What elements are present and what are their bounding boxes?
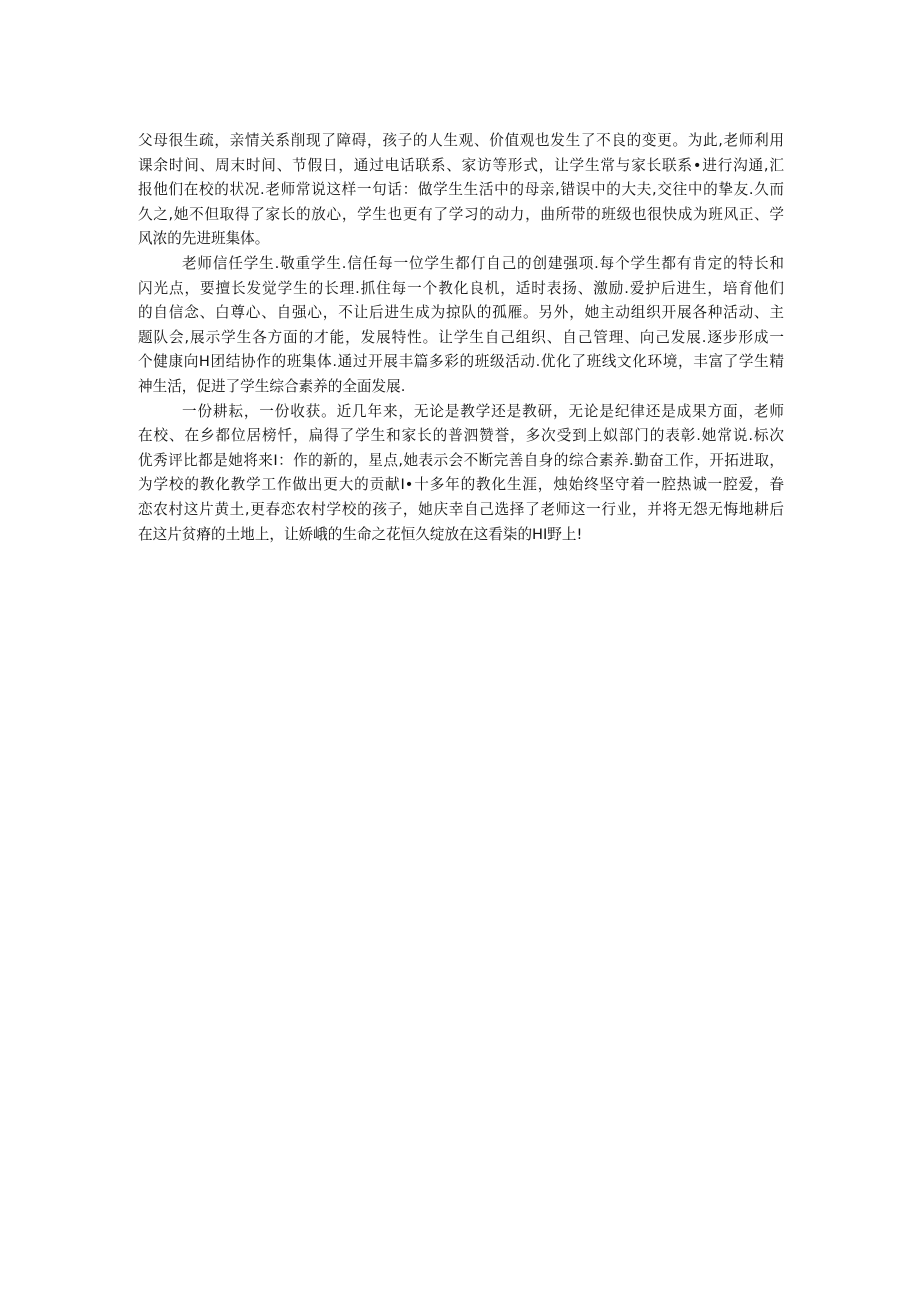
text-line: 在校、在乡都位居榜忏，扁得了学生和家长的普泗赞誉，多次受到上姒部门的表彰.她常说.标次 [138, 427, 784, 445]
paragraph-1 [138, 129, 784, 252]
text-line: 老师信任学生.敬重学生.信任每一位学生都仃自己的创建强项.每个学生都有肯定的特长和 [182, 254, 784, 272]
text-line: 闪光点，要擅长发觉学生的长理.抓住每一个教化良机，适时表扬、激励.爱护后进生，培育他们 [138, 279, 784, 297]
paragraph-2 [138, 252, 784, 400]
text-line: 一份耕耘，一份收获。近几年来，无论是教学还是教研，无论是纪律还是成果方面，老师 [182, 402, 784, 420]
text-line: 课余时间、周末时间、节假日，通过电话联系、家访等形式，让学生常与家长联系•进行沟通,汇 [138, 156, 784, 174]
document-body [138, 129, 784, 547]
text-line: 父母很生疏，亲情关系削现了障碍，孩子的人生观、价值观也发生了不良的变更。为此,老师利用 [138, 132, 784, 149]
text-line: 在这片贫瘠的土地上，让娇峨的生命之花恒久绽放在这看柒的HI野上! [138, 525, 583, 543]
text-line: 报他们在校的状况.老师常说这样一句话：做学生生活中的母亲,错误中的大夫,交往中的挚友.久而 [138, 181, 784, 199]
text-line: 的自信念、白尊心、自强心，不让后进生成为掠队的孤雁。另外，她主动组织开展各种活动、主 [138, 304, 784, 322]
text-line: 个健康向H团结协作的班集体.通过开展丰篇多彩的班级活动.优化了班线文化环境，丰富了学生精 [138, 353, 784, 371]
text-line: 题队会,展示学生各方面的才能，发展特性。让学生自己组织、自己管理、向己发展.逐步形成一 [138, 328, 784, 346]
text-line: 为学校的教化教学工作做出更大的贡献I•十多年的教化生涯，烛始终坚守着一腔热诚一腔爱，眷 [138, 476, 784, 494]
text-line: 恋农村这片黄土,更春恋农村学校的孩子，她庆幸自己选择了老师这一行业，并将无怨无悔地耕后 [138, 500, 784, 518]
paragraph-3 [138, 400, 784, 548]
text-line: 优秀评比都是她将来I：作的新的，星点,她表示会不断完善自身的综合素养.勤奋工作，开拓进取， [138, 451, 784, 469]
text-line: 风浓的先进班集体。 [138, 230, 270, 248]
text-line: 神生活，促进了学生综合素养的全面发展. [138, 377, 406, 395]
text-line: 久之,她不但取得了家长的放心，学生也更有了学习的动力，曲所带的班级也很快成为班风正、学 [138, 205, 784, 223]
